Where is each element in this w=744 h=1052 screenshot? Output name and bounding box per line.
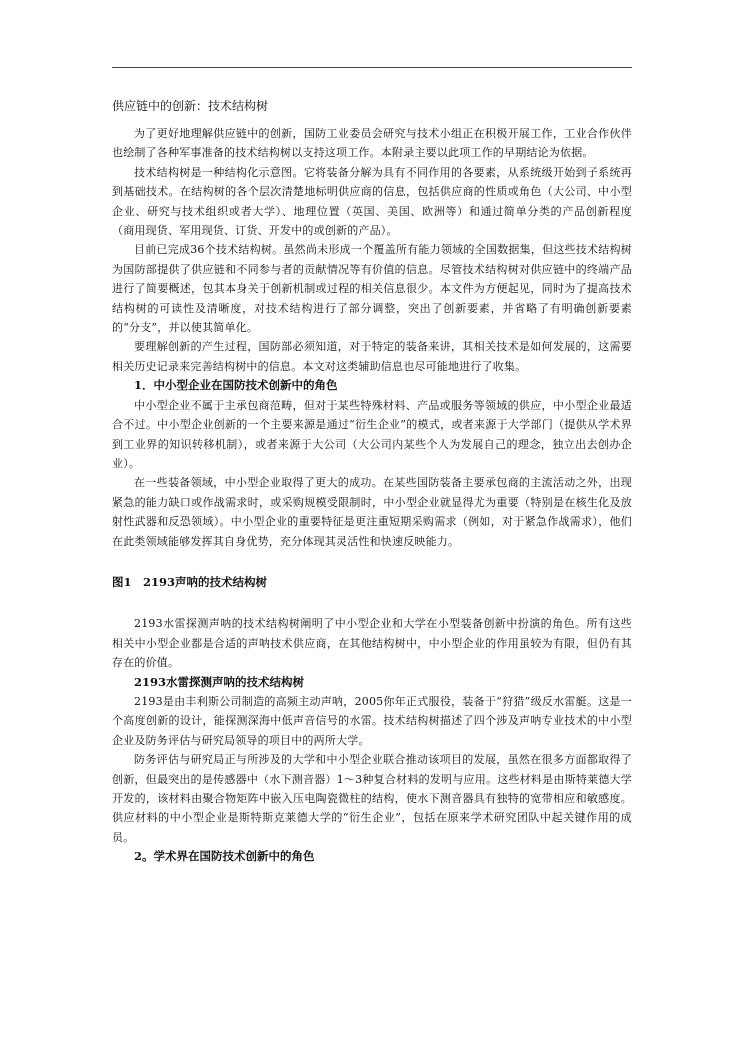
header-rule: [112, 67, 632, 68]
figure-paragraph: 2193水雷探测声呐的技术结构树阐明了中小型企业和大学在小型装备创新中扮演的角色。所有这些相关中小型企业都是合适的声呐技术供应商，在其他结构树中，中小型企业的作用虽较为有限，但仍有其存在的价值。: [112, 617, 632, 670]
section-1-paragraph-2: 在一些装备领域，中小型企业取得了更大的成功。在某些国防装备主要承包商的主流活动之外，出现紧急的能力缺口或作战需求时，或采购规模受限制时，中小型企业就显得尤为重要（特别是在核生化及放射性武器和反恐领域）。中小型企业的重要特征是更注重短期采购需求（例如，对于紧急作战需求），他们在此类领域能够发挥其自身优势，充分体现其灵活性和快速反映能力。: [112, 476, 632, 548]
section-2-heading: 2。学术界在国防技术创新中的角色: [134, 849, 315, 864]
intro-paragraph-3: 目前已完成36个技术结构树。虽然尚未形成一个覆盖所有能力领域的全国数据集，但这些技术结构树为国防部提供了供应链和不同参与者的贡献情况等有价值的信息。尽管技术结构树对供应链中的终端产品进行了简要概述，包其本身关于创新机制或过程的相关信息很少。本文件为方便起见，同时为了提高技术结构树的可读性及清晰度，对技术结构进行了部分调整，突出了创新要素，并省略了有明确创新要素的“分支”，并以使其简单化。: [112, 243, 632, 335]
section-1-heading: 1．中小型企业在国防技术创新中的角色: [134, 378, 338, 393]
subsection-paragraph-1: 2193是由丰利斯公司制造的高频主动声呐，2005你年正式服役，装备于“狩猎”级反水雷艇。这是一个高度创新的设计，能探测深海中低声音信号的水雷。技术结构树描述了四个涉及声呐专业技术的中小型企业及防务评估与研究局领导的项目中的两所大学。: [112, 694, 632, 747]
intro-paragraph-2: 技术结构树是一种结构化示意图。它将装备分解为具有不同作用的各要素，从系统级开始到子系统再到基础技术。在结构树的各个层次清楚地标明供应商的信息，包括供应商的性质或角色（大公司、中小型企业、研究与技术组织或者大学）、地理位置（英国、美国、欧洲等）和通过简单分类的产品创新程度（商用现货、军用现货、订货、开发中的或创新的产品）。: [112, 165, 632, 238]
figure-caption: 图1 2193声呐的技术结构树: [112, 574, 268, 589]
intro-paragraph-1: 为了更好地理解供应链中的创新，国防工业委员会研究与技术小组正在积极开展工作，工业合作伙伴也绘制了各种军事准备的技术结构树以支持这项工作。本附录主要以此项工作的早期结论为依据。: [112, 127, 632, 160]
subsection-paragraph-2: 防务评估与研究局正与所涉及的大学和中小型企业联合推动该项目的发展，虽然在很多方面都取得了创新，但最突出的是传感器中（水下测音器）1～3种复合材料的发明与应用。这些材料是由斯特莱德大学开发的，该材料由聚合物矩阵中嵌入压电陶瓷微柱的结构，使水下测音器具有独特的宽带相应和敏感度。供应材料的中小型企业是斯特斯克莱德大学的“衍生企业”，包括在原来学术研究团队中起关键作用的成员。: [112, 753, 632, 844]
section-1-paragraph-1: 中小型企业不属于主承包商范畴，但对于某些特殊材料、产品或服务等领域的供应，中小型企业最适合不过。中小型企业创新的一个主要来源是通过“衍生企业”的模式，或者来源于大学部门（提供从学术界到工业界的知识转移机制），或者来源于大公司（大公司内某些个人为发展自己的理念，独立出去创办企业）。: [112, 398, 632, 470]
document-title: 供应链中的创新：技术结构树: [112, 99, 269, 113]
intro-paragraph-4: 要理解创新的产生过程，国防部必须知道，对于特定的装备来讲，其相关技术是如何发展的，这需要相关历史记录来完善结构树中的信息。本文对这类辅助信息也尽可能地进行了收集。: [112, 340, 632, 373]
subsection-heading: 2193水雷探测声呐的技术结构树: [134, 674, 305, 689]
document-page: [112, 98, 632, 867]
